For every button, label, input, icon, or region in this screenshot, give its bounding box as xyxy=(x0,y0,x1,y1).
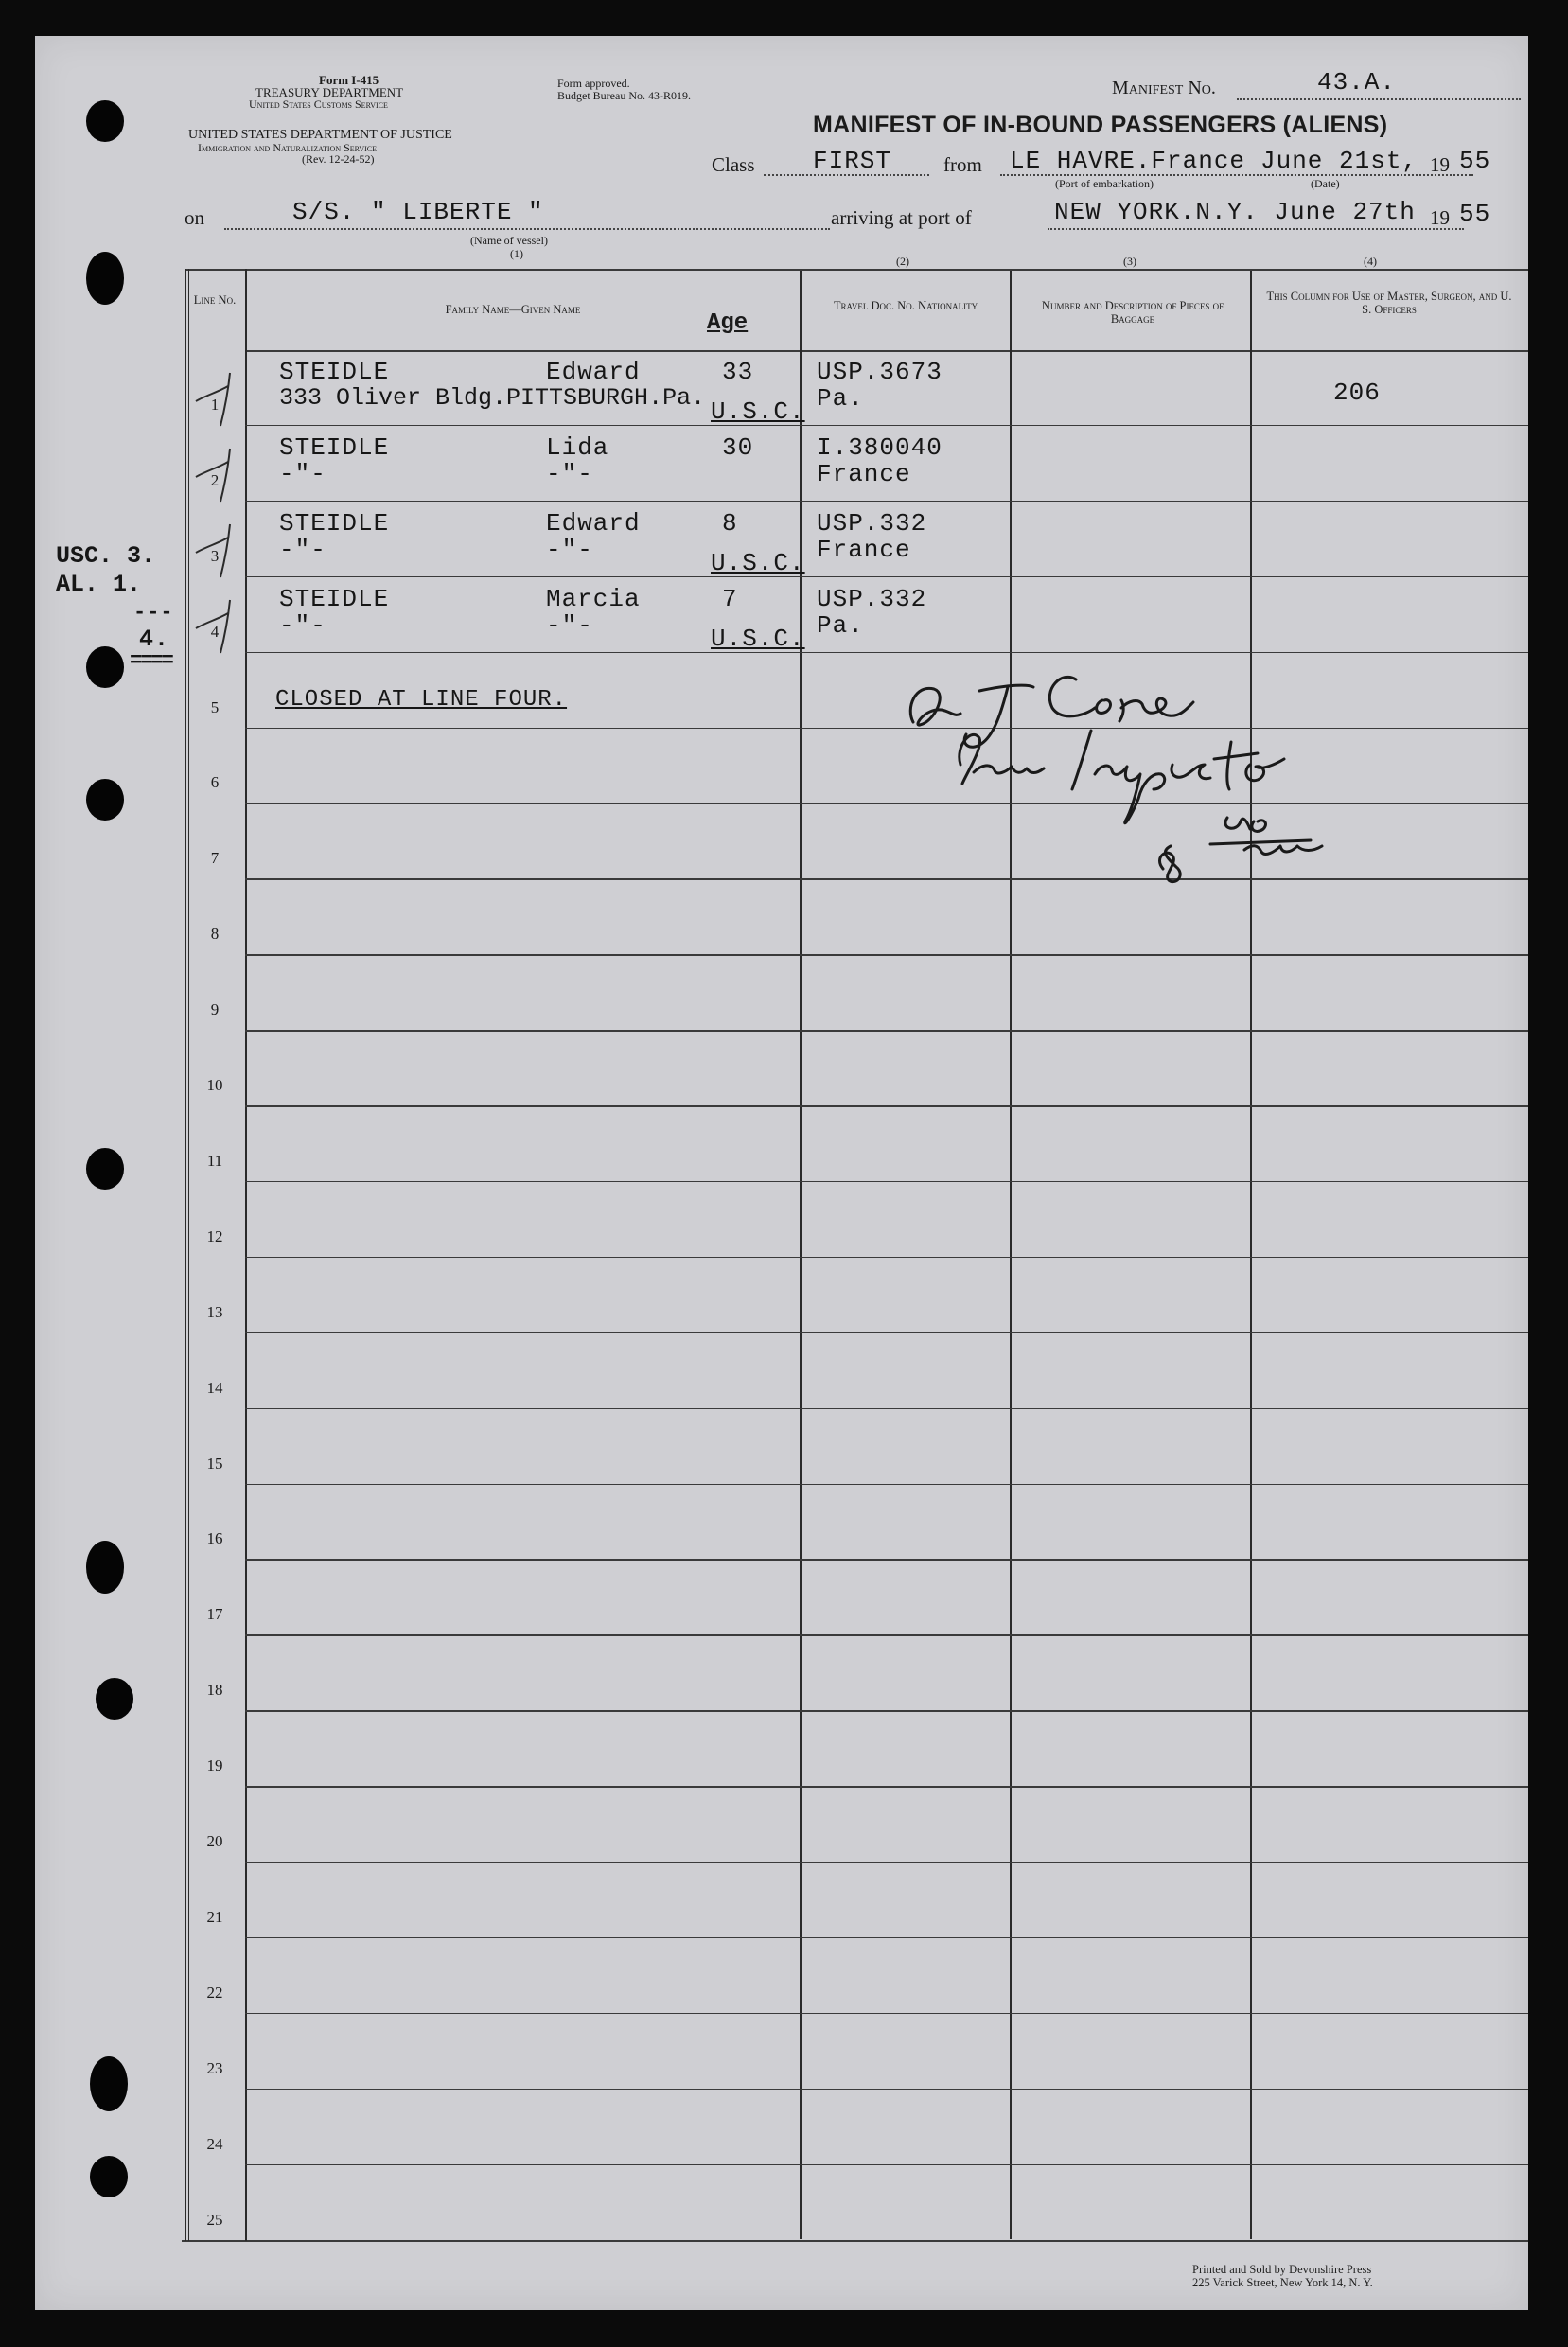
col-div-line xyxy=(245,269,247,2241)
date-caption: (Date) xyxy=(1311,177,1340,190)
passenger-age: 30 xyxy=(722,432,754,462)
printer-line-2: 225 Varick Street, New York 14, N. Y. xyxy=(1192,2276,1373,2289)
class-label: Class xyxy=(712,153,755,176)
port-embark-caption: (Port of embarkation) xyxy=(1055,177,1154,190)
line-number: 18 xyxy=(206,1681,223,1700)
vessel-name: S/S. " LIBERTE " xyxy=(292,198,544,226)
line-number: 1 xyxy=(210,395,220,414)
header-travel-doc: Travel Doc. No. Nationality xyxy=(833,299,978,312)
row-rule xyxy=(245,1030,1528,1032)
margin-tally-1: USC. 3. xyxy=(56,542,156,570)
margin-tally-5: ==== xyxy=(130,649,172,673)
passenger-given-ditto: -"- xyxy=(546,535,593,564)
check-tick xyxy=(186,439,243,505)
col-num-1: (1) xyxy=(510,247,523,260)
passenger-given-name: Edward xyxy=(546,508,641,538)
row-rule xyxy=(245,1332,1528,1334)
check-tick-stroke xyxy=(196,373,230,426)
row-rule xyxy=(245,1559,1528,1561)
form-revision: (Rev. 12-24-52) xyxy=(302,152,375,166)
row-rule xyxy=(245,954,1528,956)
line-number: 6 xyxy=(210,773,220,792)
passenger-age: 33 xyxy=(722,358,754,386)
passenger-given-name: Lida xyxy=(546,432,609,462)
check-tick xyxy=(186,363,243,430)
line-number: 11 xyxy=(206,1151,223,1170)
passenger-status: U.S.C. xyxy=(711,624,805,653)
vessel-dots xyxy=(224,228,830,230)
passenger-family-ditto: -"- xyxy=(279,535,326,564)
row-rule xyxy=(245,1937,1528,1939)
row-rule xyxy=(245,2164,1528,2166)
line-number: 4 xyxy=(210,622,220,641)
check-tick-stroke xyxy=(196,524,230,577)
budget-bureau: Budget Bureau No. 43-R019. xyxy=(557,89,691,102)
class-value: FIRST xyxy=(813,147,892,175)
row-rule xyxy=(245,425,1528,427)
line-number: 12 xyxy=(206,1226,223,1245)
passenger-officer-no: 206 xyxy=(1333,379,1381,407)
passenger-age: 7 xyxy=(722,584,738,613)
line-number: 7 xyxy=(210,849,220,868)
arrival-year-prefix: 19 xyxy=(1430,206,1450,229)
table-top-rule xyxy=(185,269,1528,271)
passenger-family-name: STEIDLE xyxy=(279,508,390,538)
dept-treasury: TREASURY DEPARTMENT xyxy=(255,85,404,99)
passenger-status: U.S.C. xyxy=(711,397,805,426)
line-number: 21 xyxy=(206,1907,223,1926)
binder-hole xyxy=(86,646,124,688)
manifest-sheet xyxy=(35,36,1528,2310)
form-number: Form I-415 xyxy=(319,73,379,87)
col-div-baggage xyxy=(1250,271,1252,2239)
binder-hole xyxy=(86,1541,124,1594)
passenger-family-name: STEIDLE xyxy=(279,432,390,462)
row-rule xyxy=(245,1257,1528,1259)
line-number: 17 xyxy=(206,1605,223,1624)
binder-hole xyxy=(86,1148,124,1190)
line-number: 15 xyxy=(206,1454,223,1473)
passenger-given-ditto: -"- xyxy=(546,459,593,488)
passenger-family-name: STEIDLE xyxy=(279,358,390,386)
header-line-no: Line No. xyxy=(193,293,237,307)
line-number: 16 xyxy=(206,1529,223,1548)
line-number: 3 xyxy=(210,546,220,565)
passenger-nationality: France xyxy=(817,459,911,488)
manifest-no-dots xyxy=(1237,98,1521,100)
from-value: LE HAVRE.France xyxy=(1010,147,1246,175)
margin-tally-3: --- xyxy=(133,601,174,625)
on-label: on xyxy=(185,206,204,229)
passenger-given-ditto: -"- xyxy=(546,610,593,640)
binder-hole xyxy=(86,779,124,821)
binder-hole xyxy=(96,1678,133,1720)
binder-hole xyxy=(90,2156,128,2197)
passenger-travel-doc: USP.332 xyxy=(817,508,927,538)
binder-hole xyxy=(90,2056,128,2111)
year-prefix: 19 xyxy=(1430,153,1450,176)
line-number: 5 xyxy=(210,697,220,716)
line-number: 20 xyxy=(206,1832,223,1850)
passenger-travel-doc: I.380040 xyxy=(817,432,943,462)
line-number: 14 xyxy=(206,1378,223,1397)
form-approved: Form approved. xyxy=(557,77,630,90)
line-number: 23 xyxy=(206,2058,223,2077)
line-number: 22 xyxy=(206,1983,223,2002)
row-rule xyxy=(245,1710,1528,1712)
row-rule xyxy=(245,1105,1528,1107)
line-number: 25 xyxy=(206,2210,223,2229)
passenger-given-name: Edward xyxy=(546,358,641,386)
departure-date: June 21st, xyxy=(1260,147,1418,175)
row-rule xyxy=(245,501,1528,503)
dept-justice: UNITED STATES DEPARTMENT OF JUSTICE xyxy=(188,128,452,142)
arrival-dots xyxy=(1048,228,1464,230)
passenger-family-ditto: -"- xyxy=(279,610,326,640)
passenger-age: 8 xyxy=(722,508,738,538)
line-number: 19 xyxy=(206,1756,223,1775)
passenger-family-ditto: -"- xyxy=(279,459,326,488)
closed-note: CLOSED AT LINE FOUR. xyxy=(275,687,568,713)
line-number: 24 xyxy=(206,2134,223,2153)
row-rule xyxy=(245,1181,1528,1183)
col-num-3: (3) xyxy=(1123,255,1136,268)
binder-hole xyxy=(86,252,124,305)
dept-ins: Immigration and Naturalization Service xyxy=(198,141,378,154)
row-rule xyxy=(245,2089,1528,2091)
row-rule xyxy=(245,1484,1528,1486)
passenger-status: U.S.C. xyxy=(711,548,805,577)
passenger-travel-doc: USP.332 xyxy=(817,584,927,613)
from-label: from xyxy=(943,153,982,176)
row-rule xyxy=(245,576,1528,578)
row-rule xyxy=(245,1862,1528,1863)
line-number: 9 xyxy=(210,1000,220,1019)
header-officers: This Column for Use of Master, Surgeon, and U. S. Officers xyxy=(1266,290,1512,316)
passenger-nationality: Pa. xyxy=(817,610,864,640)
row-rule xyxy=(245,2013,1528,2015)
manifest-title: MANIFEST OF IN-BOUND PASSENGERS (ALIENS) xyxy=(813,112,1388,138)
row-rule xyxy=(245,1786,1528,1788)
arriving-label: arriving at port of xyxy=(831,206,972,229)
year-value: 55 xyxy=(1459,147,1491,175)
manifest-no-label: Manifest No. xyxy=(1112,78,1216,98)
margin-tally-2: AL. 1. xyxy=(56,571,142,598)
printer-line-1: Printed and Sold by Devonshire Press xyxy=(1192,2263,1372,2276)
col-num-2: (2) xyxy=(896,255,909,268)
passenger-nationality: France xyxy=(817,535,911,564)
inspector-signature xyxy=(868,632,1398,888)
arrival-value: NEW YORK.N.Y. June 27th xyxy=(1054,198,1416,226)
header-baggage: Number and Description of Pieces of Baggage xyxy=(1041,299,1224,326)
binder-hole xyxy=(86,100,124,142)
row-rule xyxy=(245,1408,1528,1410)
passenger-address: 333 Oliver Bldg.PITTSBURGH.Pa. xyxy=(279,384,706,412)
arrival-year-value: 55 xyxy=(1459,200,1491,228)
col-div-doc xyxy=(1010,271,1012,2239)
header-bottom-rule xyxy=(245,350,1528,352)
passenger-given-name: Marcia xyxy=(546,584,641,613)
passenger-nationality: Pa. xyxy=(817,384,864,413)
passenger-family-name: STEIDLE xyxy=(279,584,390,613)
vessel-caption: (Name of vessel) xyxy=(470,234,548,247)
line-number: 10 xyxy=(206,1076,223,1094)
manifest-no-value: 43.A. xyxy=(1317,68,1397,97)
passenger-travel-doc: USP.3673 xyxy=(817,358,943,386)
dept-customs: United States Customs Service xyxy=(249,97,388,111)
line-number: 13 xyxy=(206,1302,223,1321)
row-rule xyxy=(245,1634,1528,1636)
header-name: Family Name—Given Name xyxy=(445,303,581,316)
line-number: 2 xyxy=(210,470,220,489)
check-tick xyxy=(186,591,243,657)
margin-tally-4: 4. xyxy=(139,626,170,653)
line-number: 8 xyxy=(210,925,220,944)
check-tick-stroke xyxy=(196,600,230,653)
table-bottom-rule xyxy=(182,2240,1528,2242)
header-age: Age xyxy=(707,310,749,336)
check-tick xyxy=(186,515,243,581)
check-tick-stroke xyxy=(196,449,230,502)
col-num-4: (4) xyxy=(1364,255,1377,268)
